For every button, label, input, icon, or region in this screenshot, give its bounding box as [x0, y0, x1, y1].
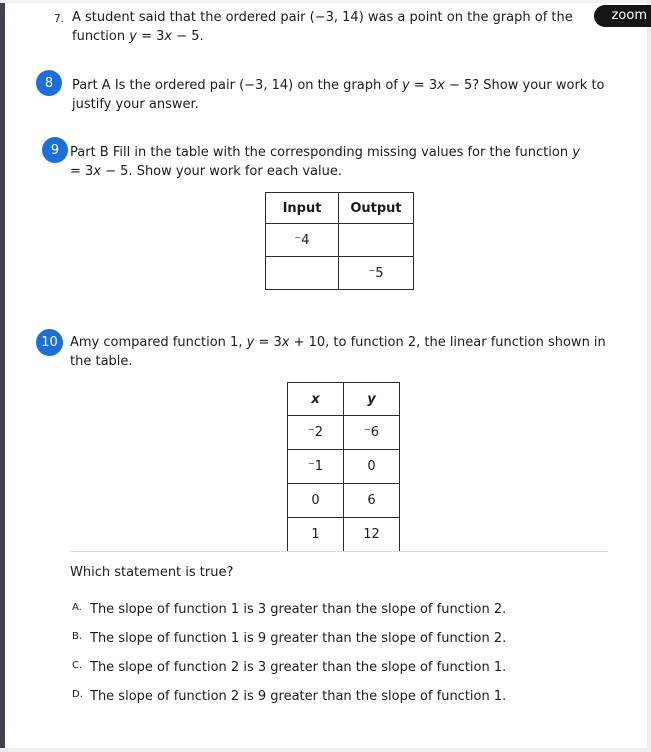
choice-a-text: The slope of function 1 is 3 greater than the slope of function 2.	[90, 602, 507, 617]
zoom-button[interactable]: zoom	[594, 5, 651, 27]
top-edge-strip	[0, 0, 651, 3]
y-column-header: y	[344, 383, 400, 416]
question-9-badge: 9	[42, 137, 68, 163]
question-10	[36, 329, 610, 371]
math-variable: y	[129, 29, 137, 44]
section-divider	[70, 551, 608, 552]
question-stem: Which statement is true?	[70, 565, 234, 580]
question-7-number: 7.	[54, 13, 65, 25]
y-cell: ⁻6	[344, 416, 400, 450]
text-run: = 3	[409, 78, 438, 93]
choice-d-label: D.	[72, 689, 83, 700]
text-run: − 5. Show your work for each value.	[101, 164, 342, 179]
x-cell: 0	[288, 484, 344, 518]
question-7-text	[72, 8, 612, 46]
table-header-row	[288, 383, 400, 416]
answer-choices	[72, 598, 602, 714]
input-column-header: Input	[266, 193, 339, 224]
text-run: − 5? Show your work to justify your answer.	[72, 78, 605, 112]
question-10-badge: 10	[36, 329, 63, 356]
table-row	[288, 416, 400, 450]
text-run: = 3	[136, 29, 165, 44]
question-10-text	[70, 329, 610, 371]
math-variable: y	[572, 145, 580, 160]
question-9-text	[70, 137, 586, 181]
choice-b-label: B.	[72, 631, 83, 642]
table-row	[266, 224, 414, 257]
text-run: A student said that the ordered pair (−3, 14) was a point on the graph of the function	[72, 10, 573, 44]
table-row	[288, 450, 400, 484]
question-8-text	[72, 70, 612, 114]
y-cell: 12	[344, 518, 400, 552]
question-8	[36, 70, 612, 114]
text-run: = 3	[70, 164, 94, 179]
table-row	[266, 257, 414, 290]
choice-a	[72, 598, 602, 627]
math-variable: x	[164, 29, 173, 44]
y-cell: 0	[344, 450, 400, 484]
bottom-edge-strip	[0, 748, 651, 752]
x-cell: 1	[288, 518, 344, 552]
choice-b-text: The slope of function 1 is 9 greater than the slope of function 2.	[90, 631, 507, 646]
question-9	[42, 137, 586, 181]
choice-c-label: C.	[72, 660, 83, 671]
question-7	[54, 8, 612, 46]
question-8-badge: 8	[36, 70, 62, 96]
x-cell: ⁻1	[288, 450, 344, 484]
math-variable: y	[246, 335, 255, 350]
math-variable: x	[281, 335, 290, 350]
text-run: = 3	[254, 335, 282, 350]
xy-function-table	[287, 382, 400, 552]
left-edge-bar	[0, 0, 5, 752]
text-run: + 10, to function 2, the linear function shown in the table.	[70, 335, 606, 369]
text-run: Amy compared function 1,	[70, 335, 247, 350]
text-run: Part B Fill in the table with the corresponding missing values for the function	[70, 145, 573, 160]
input-output-table	[265, 192, 414, 290]
right-edge-strip	[647, 0, 651, 752]
table-row	[288, 518, 400, 552]
choice-b	[72, 627, 602, 656]
text-run: − 5.	[172, 29, 204, 44]
input-cell: ⁻4	[266, 224, 339, 257]
choice-d-text: The slope of function 2 is 9 greater than the slope of function 1.	[90, 689, 507, 704]
table-header-row	[266, 193, 414, 224]
input-cell-blank	[266, 257, 339, 290]
math-variable: y	[401, 78, 410, 93]
text-run: Part A Is the ordered pair (−3, 14) on the graph of	[72, 78, 402, 93]
choice-d	[72, 685, 602, 714]
x-column-header: x	[288, 383, 344, 416]
math-variable: x	[93, 164, 101, 179]
choice-a-label: A.	[72, 602, 82, 613]
output-cell: ⁻5	[339, 257, 414, 290]
output-cell-blank	[339, 224, 414, 257]
choice-c	[72, 656, 602, 685]
x-cell: ⁻2	[288, 416, 344, 450]
choice-c-text: The slope of function 2 is 3 greater than the slope of function 1.	[90, 660, 507, 675]
y-cell: 6	[344, 484, 400, 518]
output-column-header: Output	[339, 193, 414, 224]
table-row	[288, 484, 400, 518]
math-variable: x	[437, 78, 445, 93]
